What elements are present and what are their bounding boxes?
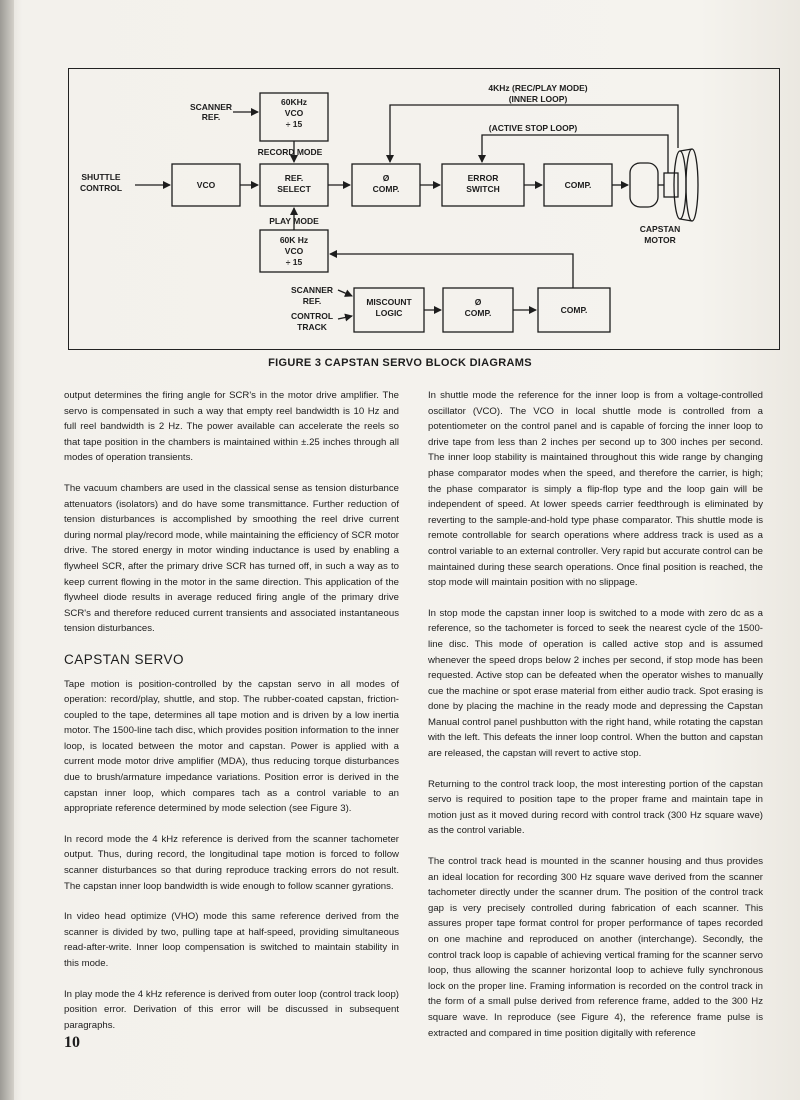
error-switch-label: ERROR (467, 173, 499, 183)
svg-text:REF.: REF. (201, 112, 221, 122)
scanner-ref-label: SCANNER (189, 102, 233, 112)
active-stop-label: (ACTIVE STOP LOOP) (488, 123, 578, 133)
paragraph: Returning to the control track loop, the most interesting portion of the capstan servo is required to position tape to the proper frame and maintain tape in motion just as it moved during record with control track (300 Hz square wave) as the control variable. (428, 778, 763, 837)
svg-text:(INNER LOOP): (INNER LOOP) (508, 94, 568, 104)
svg-text:LOGIC: LOGIC (375, 308, 403, 318)
miscount-logic-label: MISCOUNT (366, 297, 412, 307)
control-track-label: CONTROL (290, 311, 334, 321)
play-mode-label: PLAY MODE (269, 216, 319, 226)
capstan-motor-label: CAPSTAN (639, 224, 681, 234)
scanner-ref-2-label: SCANNER (290, 285, 334, 295)
page-binding-shadow (0, 0, 14, 1100)
vco-60khz-bottom-label: 60K Hz (279, 235, 309, 245)
svg-text:SWITCH: SWITCH (466, 184, 500, 194)
paragraph: In play mode the 4 kHz reference is derived from outer loop (control track loop) position error. Derivation of this error will be discussed in subsequent paragraphs. (64, 988, 399, 1031)
svg-text:VCO: VCO (284, 108, 304, 118)
comp-4-label: COMP. (560, 305, 588, 315)
paragraph: In stop mode the capstan inner loop is switched to a mode with zero dc as a reference, so the tachometer is forced to seek the nearest cycle of the 1500-line disc. This mode of operation is called active stop and is assumed whenever the speed drops below 2 inches per second, if stop mode has been requested. Active stop can be defeated when the operator wishes to manually cue the machine or spot erase material from either audio track. Spot erasing is done by placing the machine in the ready mode and depressing the Capstan Manual control panel pushbutton with the right hand, while rotating the capstan with the left. This defeats the inner loop control. When the button and capstan are released, the capstan will revert to active stop. (428, 607, 763, 760)
svg-text:÷ 15: ÷ 15 (285, 119, 303, 129)
svg-text:REF.: REF. (302, 296, 322, 306)
svg-text:COMP.: COMP. (372, 184, 400, 194)
vco-label: VCO (196, 180, 216, 190)
paragraph: Tape motion is position-controlled by the capstan servo in all modes of operation: record/play, shuttle, and stop. The rubber-coated capstan, friction-coupled to the tape, determines all tape motion and is driven by a low inertia motor. The 1500-line tach disc, which provides position information to the inner loop, is located between the motor and capstan. Power is applied with a current mode motor drive amplifier (MDA), thus reducing torque disturbances due to brush/armature impedance variations. Position error is derived in the capstan inner loop, which compares tach as a control variable to an appropriate reference determined by mode selection (see Figure 3). (64, 678, 399, 815)
svg-text:SELECT: SELECT (277, 184, 311, 194)
paragraph: The control track head is mounted in the scanner housing and thus provides an ideal location for recording 300 Hz square wave derived from the scanner tachometer directly under the scanner drum. The position of the control track gap is very precisely controlled during fabrication of each scanner. This assures proper tape format control for proper performance of tapes recorded on one machine and reproduced on another (interchange). Secondly, the control track loop is capable of achieving vertical framing for the scanner servo loop, thus allowing the scanner horizontal loop to achieve fully synchronous lock on the proper line. Framing information is recorded on the control track in the form of a small pulse derived from reference frame, added to the 300 Hz square wave. In reproduce (see Figure 4), the reference frame pulse is extracted and compared in time position digitally with reference (428, 856, 763, 1039)
paragraph: output determines the firing angle for SCR's in the motor drive amplifier. The servo is compensated in such a way that empty reel bandwidth is 10 Hz and full reel bandwidth is 2 Hz. The power available can accelerate the reels so that tape position in the chambers is maintained within ±.25 inches through all modes of operation transients. (64, 390, 399, 464)
shuttle-control-label: SHUTTLE (81, 172, 121, 182)
left-column (64, 388, 399, 1048)
svg-text:COMP.: COMP. (464, 308, 492, 318)
paragraph: In video head optimize (VHO) mode this same reference derived from the scanner is divided by two, pulling tape at half-speed, providing simultaneous read-after-write. Inner loop compensation is switched to maintain stability in this mode. (64, 911, 399, 969)
record-mode-label: RECORD MODE (257, 147, 323, 157)
section-heading: CAPSTAN SERVO (64, 651, 185, 667)
inner-loop-label: 4KHz (REC/PLAY MODE) (488, 83, 588, 93)
svg-text:MOTOR: MOTOR (644, 235, 676, 245)
phase-comp-1-label: Ø (382, 173, 390, 183)
capstan-servo-block-diagram (68, 68, 778, 348)
paragraph: The vacuum chambers are used in the classical sense as tension disturbance attenuators (isolators) and do have some transmittance. Further reduction of tension disturbances is accomplished by smoothing the reel drive current during normal play/record mode, while maintaining the efficiency of SCR motor drive. The stored energy in motor winding inductance is used by enabling a flywheel SCR, after the primary drive SCR has turned off, in such a way as to keep current flowing in the motor in the same direction. This application of the flywheel diode results in average reduced firing angle of the primary drive SCR's and therefore reduced current transients and associated instantaneous tension disturbances. (64, 482, 399, 635)
svg-text:÷ 15: ÷ 15 (285, 257, 303, 267)
comp-2-label: COMP. (564, 180, 592, 190)
paragraph: In shuttle mode the reference for the inner loop is from a voltage-controlled oscillator (VCO). The VCO in local shuttle mode is controlled from a potentiometer on the control panel and is capable of forcing the inner loop to drive tape from less than 2 inches per second up to 300 inches per second. The inner loop stability is maintained throughout this wide range by changing phase comparator modes when the speed, and therefore the carrier, is high; the phase comparator is simply a flip-flop type and the loop gain will be independent of speed. At lower speeds carrier feedthrough is eliminated by reverting to the sample-and-hold type phase comparator. This shuttle mode is remote controllable for search operations where address track is used as a control variable to an external controller. Very rapid but accurate control can be maintained during these search operations. Once final position is reached, the stop mode will maintain position with no slippage. (428, 390, 763, 589)
capstan-motor-icon (630, 149, 698, 221)
paragraph: In record mode the 4 kHz reference is derived from the scanner tachometer output. Thus, during record, the longitudinal tape motion is forced to follow scanner disturbances so that during reproduce tracking errors do not result. The capstan inner loop bandwidth is wide enough to follow scanner gyrations. (64, 833, 399, 892)
page-number: 10 (64, 1034, 80, 1051)
phase-comp-3-label: Ø (474, 297, 482, 307)
right-column (428, 388, 763, 1056)
svg-text:CONTROL: CONTROL (79, 183, 123, 193)
ref-select-label: REF. (284, 173, 304, 183)
svg-text:VCO: VCO (284, 246, 304, 256)
vco-60khz-top-label: 60KHz (281, 97, 307, 107)
svg-text:TRACK: TRACK (297, 322, 327, 332)
figure-caption: FIGURE 3 CAPSTAN SERVO BLOCK DIAGRAMS (268, 357, 532, 369)
